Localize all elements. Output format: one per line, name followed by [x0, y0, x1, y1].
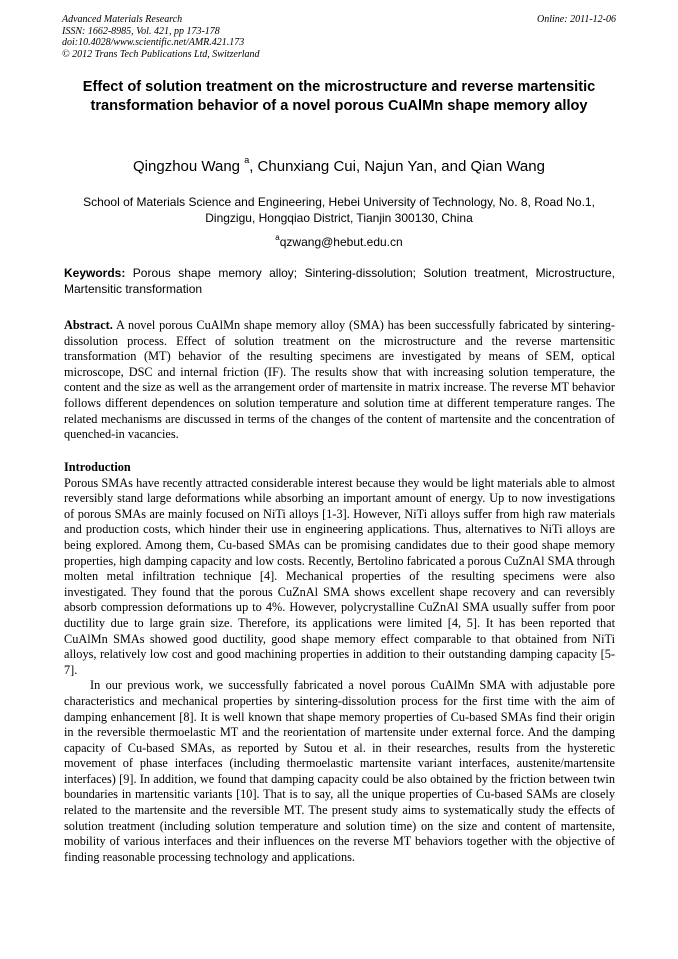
journal-header [62, 14, 260, 60]
keywords [64, 266, 615, 297]
abstract-text: A novel porous CuAlMn shape memory alloy (SMA) has been successfully fabricated by sintering-dissolution process. Effect of solution treatment on the microstructure and the reverse martensitic transformation (MT) behavior of the resulting specimens are investigated by means of SEM, optical microscope, DSC and internal friction (IF). The results show that with increasing solution temperature, the content and the size as well as the arrangement order of martensite in matrix increase. The reverse MT behavior follows different dependences on solution temperature and solution time at different temperature ranges. The related mechanisms are discussed in terms of the changes of the content of martensite and the concentration of quenched-in vacancies. [64, 318, 615, 442]
issn-line: ISSN: 1662-8985, Vol. 421, pp 173-178 [62, 25, 220, 37]
online-date: Online: 2011-12-06 [537, 14, 616, 25]
keywords-label: Keywords: [64, 266, 126, 280]
author-first: Qingzhou Wang [133, 158, 245, 175]
author-list [60, 151, 618, 176]
abstract-label: Abstract. [64, 318, 113, 332]
email-line [62, 230, 616, 250]
copyright-line: © 2012 Trans Tech Publications Ltd, Switzerland [62, 48, 260, 60]
paragraph: In our previous work, we successfully fabricated a novel porous CuAlMn SMA with adjustable pore characteristics and mechanical properties by sintering-dissolution process for the first time with the aim of damping enhancement [8]. It is well known that shape memory properties of Cu-based SMAs find their origin in the reversible thermoelastic MT and the reorientation of martensite under external force. And the damping capacity of Cu-based SMAs, as reported by Sutou et al. in their researches, results from the hysteretic movement of phase interfaces (including thermoelastic martensite variant interfaces, austenite/martensite interfaces) [9]. In addition, we found that damping capacity could be also obtained by the friction between twin boundaries in martensitic variants [10]. That is to say, all the unique properties of Cu-based SAMs are closely related to the martensite and the reversible MT. The present study aims to systematically study the effects of solution treatment (including solution temperature and solution time) on the size and content of martensite, mobility of various interfaces and their influences on the reverse MT behaviors together with the objective of finding reasonable processing technology and applications. [64, 678, 615, 864]
section-heading: Introduction [64, 460, 131, 474]
doi-line: doi:10.4028/www.scientific.net/AMR.421.173 [62, 37, 245, 48]
paragraph: Porous SMAs have recently attracted considerable interest because they would be light materials able to almost reversibly stand large deformations while absorbing an important amount of energy. Up to now investigations of porous SMAs are mainly focused on NiTi alloys [1-3]. However, NiTi alloys suffer from high raw materials and production costs, which hinder their use in engineering applications. Thus, alternatives to NiTi alloys are being explored. Among them, Cu-based SMAs can be promising candidates due to their good shape memory properties, high damping capacity and low costs. Recently, Bertolino fabricated a porous CuZnAl SMA through molten metal infiltration technique [4]. Mechanical properties of the resulting specimens were also investigated. They found that the porous CuZnAl SMA shows excellent shape recovery and can reversibly absorb compression deformations up to 4%. However, polycrystalline CuZnAl SMA usually suffer from poor ductility due to large grain size. Therefore, its applications were limited [4, 5]. It has been reported that CuAlMn SMAs showed good ductility, good shape memory effect comparable to that obtained from NiTi alloys, relatively low cost and good machining properties in addition to their outstanding damping capacity [5-7]. [64, 475, 615, 677]
email-sup: a [275, 233, 280, 242]
author-sup: a [244, 155, 250, 165]
author-rest: , Chunxiang Cui, Najun Yan, and Qian Wang [249, 158, 545, 175]
keywords-text: Porous shape memory alloy; Sintering-dissolution; Solution treatment, Microstructure, Martensitic transformation [64, 266, 615, 296]
introduction-section [64, 460, 615, 865]
journal-name: Advanced Materials Research [62, 14, 183, 25]
email-address[interactable]: qzwang@hebut.edu.cn [279, 235, 403, 249]
abstract [64, 318, 615, 443]
affiliation: School of Materials Science and Engineering, Hebei University of Technology, No. 8, Road No.1, Dingzigu, Hongqiao District, Tianjin 300130, China [83, 195, 595, 225]
paper-title: Effect of solution treatment on the microstructure and reverse martensitic transformation behavior of a novel porous CuAlMn shape memory alloy [82, 79, 596, 114]
